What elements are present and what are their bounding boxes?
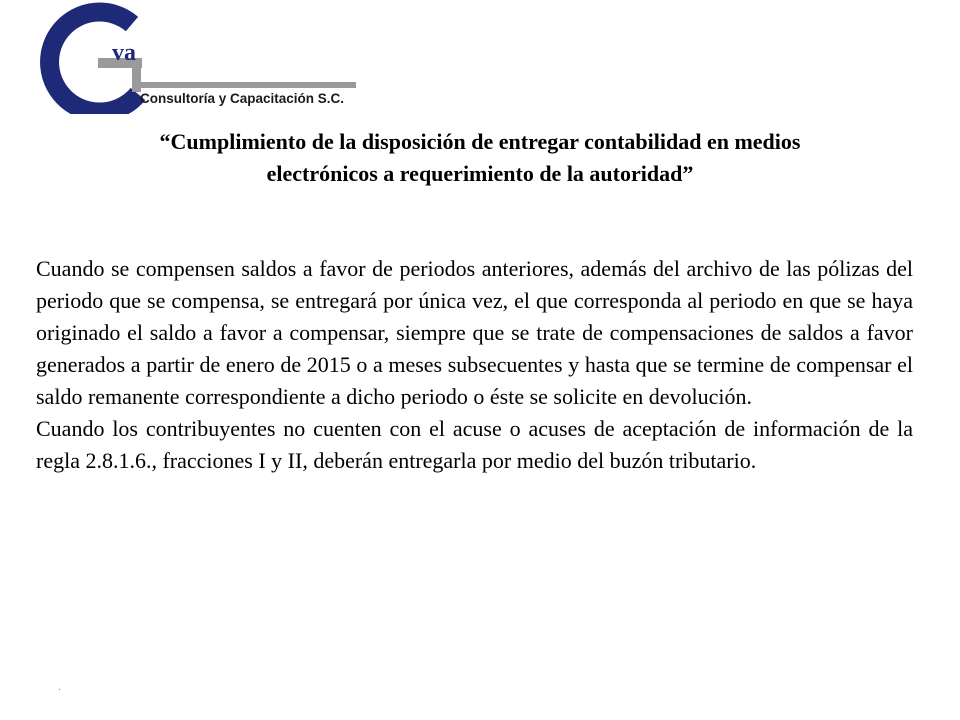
title-line-1: “Cumplimiento de la disposición de entregar contabilidad en medios (159, 129, 801, 154)
logo-initials: va (112, 40, 136, 66)
body-text (36, 253, 913, 477)
paragraph-2: Cuando los contribuyentes no cuenten con el acuse o acuses de aceptación de información de la regla 2.8.1.6., fracciones I y II, deberán entregarla por medio del buzón tributario. (36, 416, 913, 473)
title-line-2: electrónicos a requerimiento de la autoridad” (266, 161, 694, 186)
underline-bar-shape (138, 82, 356, 88)
gva-logo-graphic (20, 2, 365, 114)
page-title (60, 126, 900, 190)
company-logo (20, 2, 365, 114)
logo-company-name: Consultoría y Capacitación S.C. (140, 91, 345, 106)
paragraph-1: Cuando se compensen saldos a favor de periodos anteriores, además del archivo de las pólizas del periodo que se compensa, se entregará por única vez, el que corresponda al periodo en que se haya originado el saldo a favor a compensar, siempre que se trate de compensaciones de saldos a favor generados a partir de enero de 2015 o a meses subsecuentes y hasta que se termine de compensar el saldo remanente correspondiente a dicho periodo o éste se solicite en devolución. (36, 256, 913, 409)
footer-mark: . (58, 679, 61, 693)
